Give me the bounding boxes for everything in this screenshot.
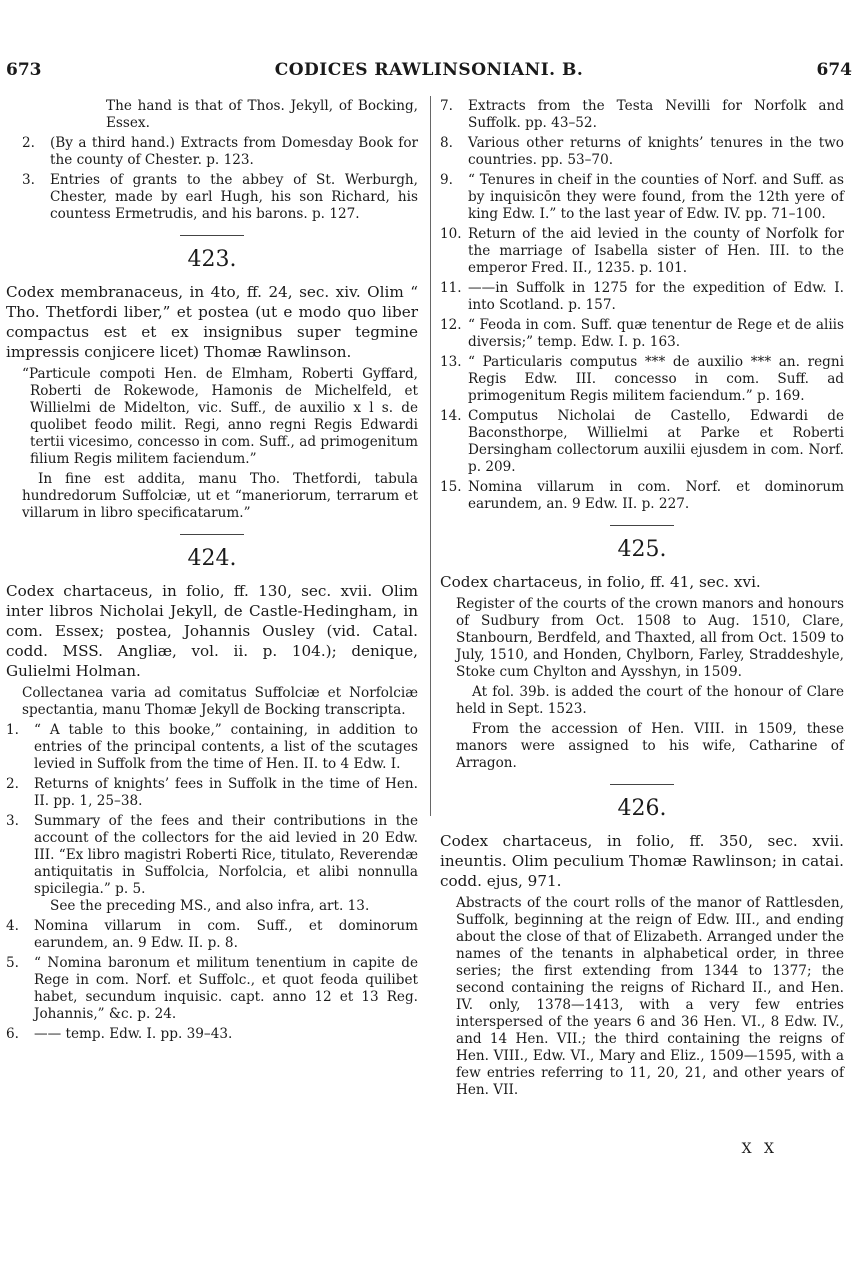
- item-text: Returns of knights’ fees in Suffolk in the time of Hen. II. pp. 1, 25–38.: [34, 776, 418, 809]
- contents-paragraph: “Particule compoti Hen. de Elmham, Roberti Gyffard, Roberti de Rokewode, Hamonis de Michelfeld, et Willielmi de Midelton, vic. Suff., de auxilio x l s. de quolibet feodo milit. Regi, anno regni Regis Edwardi tertii vicesimo, concesso in com. Suff., ad primogenitum filium Regis militem faciendum.”: [22, 366, 418, 467]
- item-number: 12.: [440, 317, 462, 333]
- running-title: CODICES RAWLINSONIANI. B.: [274, 60, 584, 80]
- item-text: [34, 813, 418, 915]
- codex-contents-425: [440, 596, 844, 772]
- list-item: [6, 955, 418, 1023]
- item-number: 2.: [6, 776, 19, 792]
- continuation-line: The hand is that of Thos. Jekyll, of Bocking, Essex.: [106, 98, 418, 131]
- item-number: 2.: [22, 135, 35, 151]
- signature-mark: X X: [741, 1141, 778, 1157]
- item-text: (By a third hand.) Extracts from Domesday Book for the county of Chester. p. 123.: [50, 135, 418, 168]
- item-text: Computus Nicholai de Castello, Edwardi de Baconsthorpe, Willielmi at Parke et Roberti Dersingham collectorum auxilii ejusdem in com. Norf. p. 209.: [468, 408, 844, 475]
- item-number: 4.: [6, 918, 19, 934]
- page-number-left: 673: [6, 60, 42, 80]
- list-item: [440, 226, 844, 277]
- item-text: Nomina villarum in com. Norf. et dominorum earundem, an. 9 Edw. II. p. 227.: [468, 479, 844, 512]
- item-text: Entries of grants to the abbey of St. Werburgh, Chester, made by earl Hugh, his son Richard, his countess Ermetrudis, and his barons. p. 127.: [50, 172, 418, 222]
- codex-contents-424: [6, 685, 418, 719]
- list-item: [6, 722, 418, 773]
- contents-paragraph: Abstracts of the court rolls of the manor of Rattlesden, Suffolk, beginning at the reign of Edw. III., and ending about the close of that of Elizabeth. Arranged under the names of the tenants in alphabetical order, in three series; the first extending from 1344 to 1377; the second containing the reigns of Richard II., and Hen. IV. only, 1378—1413, with a very few entries interspersed of the years 6 and 36 Hen. VI., 8 Edw. IV., and 14 Hen. VII.; the third containing the reigns of Hen. VIII., Edw. VI., Mary and Eliz., 1509—1595, with a few entries referring to 11, 20, 21, and other years of Hen. VII.: [456, 895, 844, 1098]
- codex-description-423: Codex membranaceus, in 4to, ff. 24, sec. xiv. Olim “ Tho. Thetfordi liber,” et postea (ut e modo quo liber compactus est et ex insignibus super tegmine impressis conjicere licet) Thomæ Rawlinson.: [6, 283, 418, 361]
- item-number: 3.: [6, 813, 19, 829]
- item-text: —— temp. Edw. I. pp. 39–43.: [34, 1026, 233, 1042]
- item-number: 5.: [6, 955, 19, 971]
- section-rule: [610, 525, 674, 526]
- codex-contents-426: [440, 895, 844, 1099]
- codex-contents-423: [6, 366, 418, 522]
- item-note: See the preceding MS., and also infra, art. 13.: [50, 898, 370, 914]
- codex-description-424: Codex chartaceus, in folio, ff. 130, sec. xvii. Olim inter libros Nicholai Jekyll, de Castle-Hedingham, in com. Essex; postea, Johannis Ousley (vid. Catal. codd. MSS. Angliæ, vol. ii. p. 104.); denique, Gulielmi Holman.: [6, 582, 418, 680]
- list-item: [440, 98, 844, 132]
- item-text: Nomina villarum in com. Suff., et dominorum earundem, an. 9 Edw. II. p. 8.: [34, 918, 418, 951]
- list-item: [440, 408, 844, 476]
- item-text: Various other returns of knights’ tenures in the two countries. pp. 53–70.: [468, 135, 844, 168]
- section-rule: [610, 784, 674, 785]
- list-item: [440, 354, 844, 405]
- item-number: 8.: [440, 135, 453, 151]
- section-rule: [180, 534, 244, 535]
- item-number: 15.: [440, 479, 462, 495]
- item-number: 3.: [22, 172, 35, 188]
- list-item: [6, 172, 418, 223]
- item-number: 14.: [440, 408, 462, 424]
- codex-number-424: 424.: [187, 546, 237, 571]
- right-column: [440, 98, 844, 1102]
- page-number-right: 674: [816, 60, 852, 80]
- contents-intro: Collectanea varia ad comitatus Suffolciæ et Norfolciæ spectantia, manu Thomæ Jekyll de Bocking transcripta.: [22, 685, 418, 718]
- list-item: [6, 813, 418, 915]
- column-divider: [430, 96, 431, 816]
- codex-number-426: 426.: [617, 796, 667, 821]
- contents-paragraph: Register of the courts of the crown manors and honours of Sudbury from Oct. 1508 to Aug. 1510, Clare, Stanbourn, Berdfeld, and Thaxted, all from Oct. 1509 to July, 1510, and Honden, Chylborn, Farley, Straddeshyle, Stoke cum Chylton and Aysshyn, in 1509.: [456, 596, 844, 680]
- codex-number-425: 425.: [617, 537, 667, 562]
- codex-description-426: Codex chartaceus, in folio, ff. 350, sec. xvii. ineuntis. Olim peculium Thomæ Rawlinson; in catai. codd. ejus, 971.: [440, 832, 844, 890]
- contents-paragraph: At fol. 39b. is added the court of the honour of Clare held in Sept. 1523.: [456, 684, 844, 717]
- item-number: 6.: [6, 1026, 19, 1042]
- left-column: [6, 98, 418, 1046]
- item-text: “ Nomina baronum et militum tenentium in capite de Rege in com. Norf. et Suffolc., et quot feoda quilibet habet, secundum inquisic. capt. anno 12 et 13 Reg. Johannis,” &c. p. 24.: [34, 955, 418, 1022]
- contents-paragraph: In fine est addita, manu Tho. Thetfordi, tabula hundredorum Suffolciæ, ut et “maneriorum, terrarum et villarum in libro specificatarum.”: [22, 471, 418, 521]
- list-item: [440, 172, 844, 223]
- item-number: 9.: [440, 172, 453, 188]
- item-text: “ A table to this booke,” containing, in addition to entries of the principal contents, a list of the scutages levied in Suffolk from the time of Hen. II. to 4 Edw. I.: [34, 722, 418, 772]
- list-item: [440, 135, 844, 169]
- list-item: [6, 776, 418, 810]
- item-text: Extracts from the Testa Nevilli for Norfolk and Suffolk. pp. 43–52.: [468, 98, 844, 131]
- item-number: 13.: [440, 354, 462, 370]
- item-text: Return of the aid levied in the county of Norfolk for the marriage of Isabella sister of Hen. III. to the emperor Fred. II., 1235. p. 101.: [468, 226, 844, 276]
- list-item: [6, 135, 418, 169]
- item-text: “ Particularis computus *** de auxilio *** an. regni Regis Edw. III. concesso in com. Suff. ad primogenitum Regis militem faciendum.” p. 169.: [468, 354, 844, 404]
- item-text: “ Tenures in cheif in the counties of Norf. and Suff. as by inquisicōn they were found, from the 12th yere of king Edw. I.” to the last year of Edw. IV. pp. 71–100.: [468, 172, 844, 222]
- list-item: [6, 1026, 418, 1043]
- list-item: [440, 479, 844, 513]
- contents-paragraph: From the accession of Hen. VIII. in 1509, these manors were assigned to his wife, Catharine of Arragon.: [456, 721, 844, 771]
- item-number: 1.: [6, 722, 19, 738]
- page-header: [6, 60, 852, 84]
- codex-description-425: Codex chartaceus, in folio, ff. 41, sec. xvi.: [440, 573, 761, 591]
- item-text: “ Feoda in com. Suff. quæ tenentur de Rege et de aliis diversis;” temp. Edw. I. p. 163.: [468, 317, 844, 350]
- list-item: [440, 317, 844, 351]
- list-item: [6, 918, 418, 952]
- item-number: 7.: [440, 98, 453, 114]
- item-text-main: Summary of the fees and their contributions in the account of the collectors for the aid levied in 20 Edw. III. “Ex libro magistri Roberti Rice, titulato, Reverendæ antiquitatis in Suffolcia, Norfolcia, et alibi nonnulla spicilegia.” p. 5.: [34, 813, 418, 897]
- section-rule: [180, 235, 244, 236]
- codex-number-423: 423.: [187, 247, 237, 272]
- item-text: ——in Suffolk in 1275 for the expedition of Edw. I. into Scotland. p. 157.: [468, 280, 844, 313]
- list-item: [440, 280, 844, 314]
- item-number: 10.: [440, 226, 462, 242]
- item-number: 11.: [440, 280, 462, 296]
